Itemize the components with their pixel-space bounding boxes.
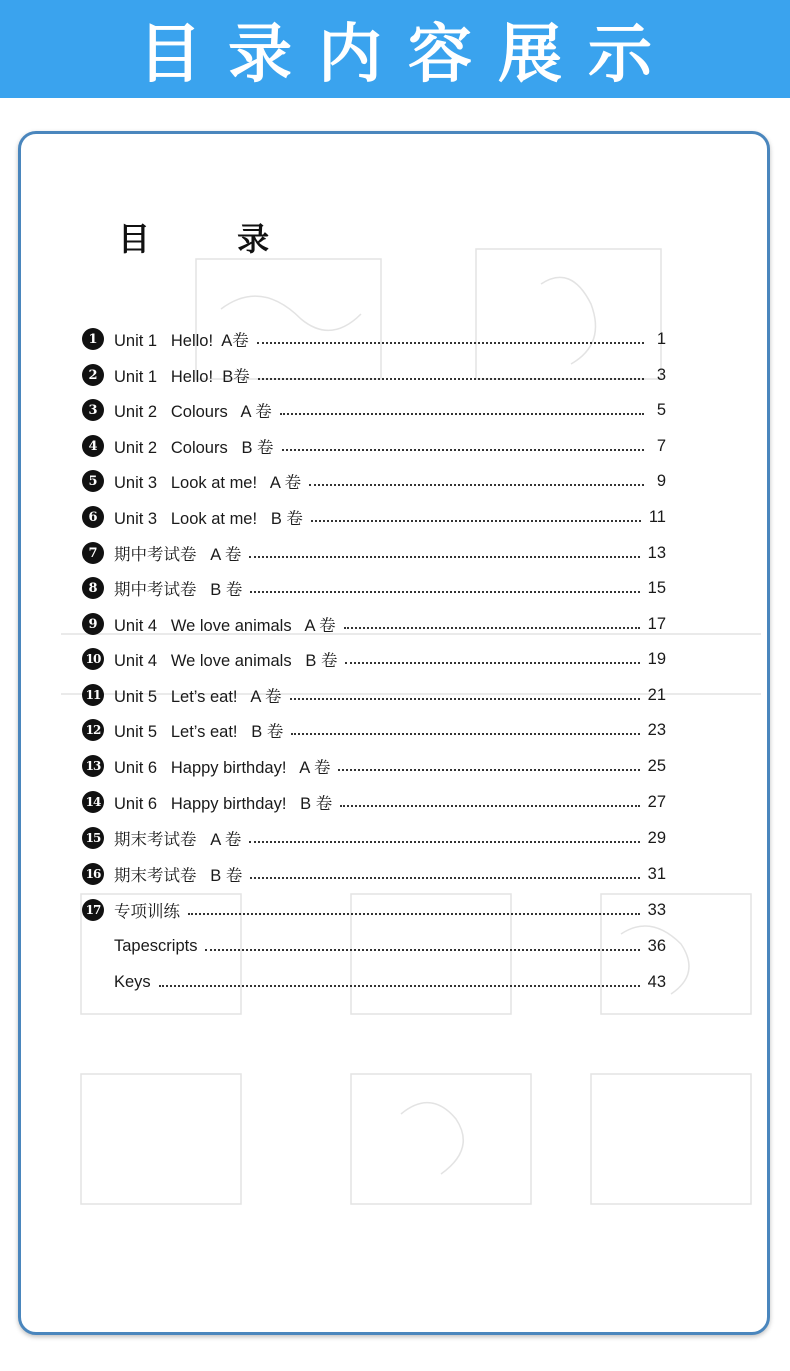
- entry-title: Unit 6 Happy birthday! B 卷: [114, 795, 333, 813]
- toc-entry: [82, 898, 666, 922]
- entry-page-number: 15: [647, 578, 666, 597]
- toc-entry: [82, 363, 666, 387]
- entry-page-number: 27: [647, 792, 666, 811]
- entry-title: 期中考试卷 B 卷: [114, 581, 243, 599]
- entry-title: Unit 4 We love animals A 卷: [114, 617, 336, 635]
- entry-page-number: 7: [656, 436, 666, 455]
- entry-number-badge: [82, 935, 104, 957]
- toc-entry: [82, 647, 666, 671]
- dot-leader: [257, 341, 644, 344]
- toc-entry: [82, 826, 666, 850]
- entry-number-badge: 12: [82, 719, 104, 741]
- entry-page-number: 43: [647, 972, 666, 991]
- entry-title: Keys: [114, 972, 151, 991]
- toc-entry: [82, 398, 666, 422]
- toc-entry: [82, 934, 666, 958]
- entry-number-badge: 5: [82, 470, 104, 492]
- entry-number-badge: 13: [82, 755, 104, 777]
- toc-entry: [82, 718, 666, 742]
- dot-leader: [344, 626, 640, 629]
- entry-number-badge: 9: [82, 613, 104, 635]
- entry-title: Unit 5 Let’s eat! B 卷: [114, 723, 284, 741]
- dot-leader: [258, 377, 644, 380]
- dot-leader: [250, 590, 639, 593]
- entry-number-badge: 15: [82, 827, 104, 849]
- toc-entry: [82, 576, 666, 600]
- toc-entry: [82, 790, 666, 814]
- entry-page-number: 29: [647, 828, 666, 847]
- entry-number-badge: 16: [82, 863, 104, 885]
- dot-leader: [338, 768, 639, 771]
- entry-page-number: 31: [647, 864, 666, 883]
- banner-title: 目录内容展示: [138, 18, 678, 92]
- entry-page-number: 25: [647, 756, 666, 775]
- toc-entry: [82, 754, 666, 778]
- entry-number-badge: 7: [82, 542, 104, 564]
- entry-title: Unit 3 Look at me! A 卷: [114, 474, 302, 492]
- dot-leader: [250, 876, 639, 879]
- toc-entry: [82, 327, 666, 351]
- toc-entry: [82, 541, 666, 565]
- header-banner: [0, 0, 790, 98]
- entry-title: 期中考试卷 A 卷: [114, 546, 242, 564]
- entry-title: 专项训练: [114, 903, 180, 921]
- entry-page-number: 11: [648, 507, 666, 526]
- entry-page-number: 23: [647, 720, 666, 739]
- entry-title: Unit 1 Hello! A卷: [114, 332, 249, 350]
- entry-number-badge: 10: [82, 648, 104, 670]
- entry-number-badge: 3: [82, 399, 104, 421]
- toc-entry: [82, 612, 666, 636]
- entry-title: Unit 2 Colours A 卷: [114, 403, 272, 421]
- dot-leader: [249, 840, 639, 843]
- entry-title: Unit 6 Happy birthday! A 卷: [114, 759, 331, 777]
- dot-leader: [290, 697, 640, 700]
- entry-title: Unit 1 Hello! B卷: [114, 368, 250, 386]
- dot-leader: [205, 948, 639, 951]
- entry-title: Unit 2 Colours B 卷: [114, 439, 274, 457]
- toc-entry: [82, 505, 666, 529]
- entry-title: Tapescripts: [114, 936, 198, 955]
- entry-number-badge: 14: [82, 791, 104, 813]
- toc-entry: [82, 683, 666, 707]
- entry-number-badge: 4: [82, 435, 104, 457]
- entry-page-number: 9: [656, 471, 666, 490]
- entry-page-number: 36: [647, 936, 666, 955]
- entry-page-number: 3: [656, 365, 666, 384]
- dot-leader: [340, 804, 639, 807]
- toc-entry: [82, 862, 666, 886]
- dot-leader: [309, 483, 644, 486]
- entry-title: Unit 5 Let’s eat! A 卷: [114, 688, 282, 706]
- entry-title: Unit 3 Look at me! B 卷: [114, 510, 303, 528]
- entry-title: 期末考试卷 B 卷: [114, 867, 243, 885]
- toc-entry: [82, 469, 666, 493]
- entry-page-number: 33: [647, 900, 666, 919]
- dot-leader: [282, 448, 644, 451]
- dot-leader: [280, 412, 644, 415]
- entry-number-badge: 11: [82, 684, 104, 706]
- entry-page-number: 21: [647, 685, 666, 704]
- entry-title: Unit 4 We love animals B 卷: [114, 652, 338, 670]
- entry-page-number: 17: [647, 614, 666, 633]
- entry-title: 期末考试卷 A 卷: [114, 831, 242, 849]
- entry-page-number: 13: [647, 543, 666, 562]
- entry-page-number: 19: [647, 649, 666, 668]
- entry-number-badge: [82, 971, 104, 993]
- dot-leader: [159, 984, 640, 987]
- entry-number-badge: 8: [82, 577, 104, 599]
- entry-number-badge: 1: [82, 328, 104, 350]
- entry-number-badge: 6: [82, 506, 104, 528]
- dot-leader: [291, 732, 639, 735]
- dot-leader: [249, 555, 639, 558]
- entry-number-badge: 17: [82, 899, 104, 921]
- dot-leader: [188, 912, 640, 915]
- entry-page-number: 5: [656, 400, 666, 419]
- toc-heading: 目 录: [118, 220, 308, 258]
- entry-page-number: 1: [656, 329, 666, 348]
- entry-number-badge: 2: [82, 364, 104, 386]
- toc-entry: [82, 970, 666, 994]
- dot-leader: [345, 661, 639, 664]
- dot-leader: [311, 519, 641, 522]
- toc-entry: [82, 434, 666, 458]
